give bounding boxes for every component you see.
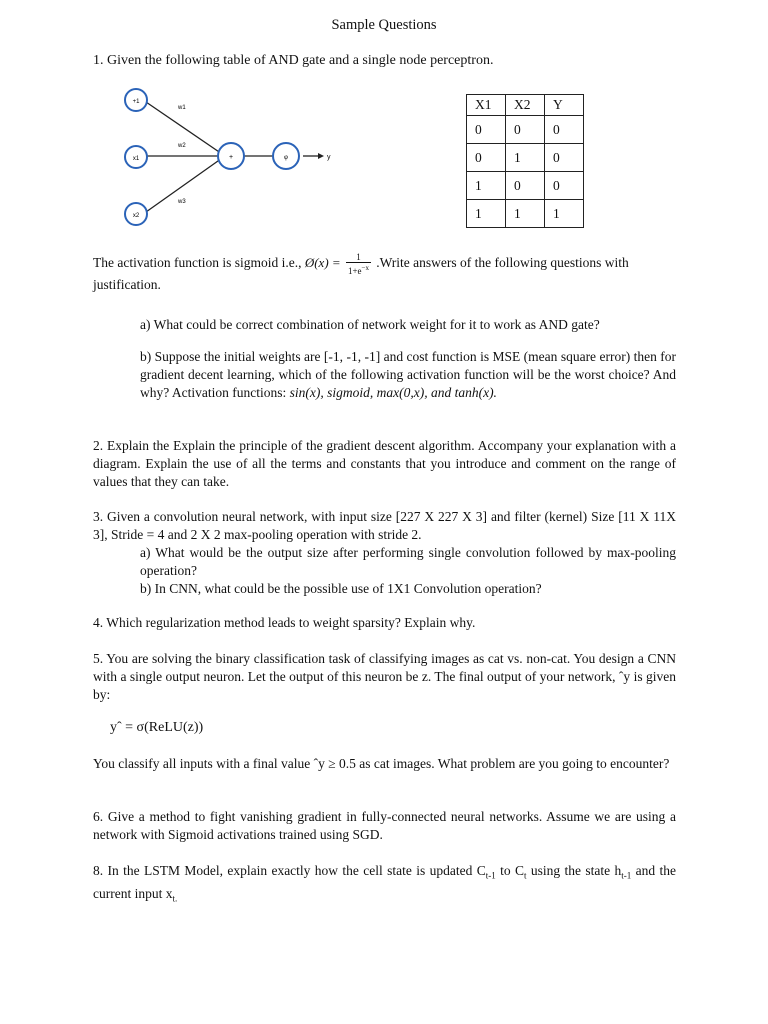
activation-function-text: [93, 252, 683, 293]
activation-node-label: φ: [284, 155, 288, 161]
question-5-followup: You classify all inputs with a final value ˆy ≥ 0.5 as cat images. What problem are you going to encounter?: [93, 756, 670, 771]
weight-w2-label: w2: [178, 143, 186, 149]
table-cell: 1: [467, 172, 506, 200]
question-5-text: 5. You are solving the binary classification task of classifying images as cat vs. non-cat. You design a CNN with a single output neuron. Let the output of this neuron be z. The final output of your network, ˆy is given by:: [93, 651, 676, 702]
question-1b: [140, 348, 676, 402]
table-cell: 0: [545, 172, 584, 200]
table-cell: 1: [506, 144, 545, 172]
table-cell: 1: [506, 200, 545, 228]
sigmoid-formula: [304, 252, 376, 276]
bias-node-label: +1: [132, 99, 140, 105]
formula-numerator: 1: [346, 252, 371, 263]
question-3a: a) What would be the output size after performing single convolution followed by max-pooling operation?: [140, 545, 676, 578]
q8-mid2: using the state h: [526, 863, 622, 878]
output-arrow: [318, 153, 324, 159]
output-label: y: [327, 154, 331, 161]
q8-mid: to C: [495, 863, 524, 878]
q8-sub-ct: t: [524, 870, 527, 881]
table-cell: 0: [467, 144, 506, 172]
question-1b-functions: sin(x), sigmoid, max(0,x), and tanh(x).: [289, 385, 497, 400]
weight-w3-label: w3: [178, 199, 186, 205]
table-cell: 0: [467, 116, 506, 144]
formula-denominator: [346, 263, 371, 276]
table-cell: 1: [467, 200, 506, 228]
question-5-formula: yˆ = σ(ReLU(z)): [110, 720, 204, 735]
page-title: Sample Questions: [331, 17, 437, 33]
weight-w1-label: w1: [178, 105, 186, 111]
question-4-text: 4. Which regularization method leads to weight sparsity? Explain why.: [93, 615, 476, 630]
table-cell: 0: [545, 144, 584, 172]
table-header: X1: [467, 95, 506, 116]
table-header-row: [467, 95, 584, 116]
q8-sub-ct1: t-1: [485, 870, 496, 881]
perceptron-diagram: [118, 82, 338, 232]
table-header: Y: [545, 95, 584, 116]
table-row: [467, 144, 584, 172]
q8-sub-xt: t.: [172, 893, 178, 904]
question-2-text: 2. Explain the Explain the principle of the gradient descent algorithm. Accompany your explanation with a diagram. Explain the use of all the terms and constants that you introduce and comment on the range of values that they can take.: [93, 438, 676, 489]
formula-den-base: 1+e: [347, 266, 362, 276]
table-cell: 1: [545, 200, 584, 228]
q8-post: and the current input x: [93, 863, 676, 901]
activation-post: .Write answers of the following questions with justification.: [93, 254, 629, 292]
formula-lhs: Ø(x) =: [304, 254, 341, 270]
question-1b-text: b) Suppose the initial weights are [-1, -1, -1] and cost function is MSE (mean square error) then for gradient decent learning, which of the following activation function will be the worst choice? And why? Activation functions:: [140, 349, 676, 400]
activation-pre: The activation function is sigmoid i.e.,: [93, 254, 305, 270]
table-cell: 0: [545, 116, 584, 144]
x2-node-label: x2: [132, 213, 140, 219]
question-3b: b) In CNN, what could be the possible use of 1X1 Convolution operation?: [140, 581, 542, 596]
x1-node-label: x1: [132, 156, 140, 162]
and-gate-table: [466, 94, 584, 228]
table-cell: 0: [506, 172, 545, 200]
question-3-text: 3. Given a convolution neural network, with input size [227 X 227 X 3] and filter (kernel) Size [11 X 11X 3], Stride = 4 and 2 X 2 max-pooling operation with stride 2.: [93, 509, 676, 542]
question-6-text: 6. Give a method to fight vanishing gradient in fully-connected neural networks. Assume we are using a network with Sigmoid activations trained using SGD.: [93, 809, 676, 842]
table-cell: 0: [506, 116, 545, 144]
formula-den-exp: −x: [361, 264, 369, 272]
formula-fraction: [346, 252, 371, 276]
question-1-text: 1. Given the following table of AND gate and a single node perceptron.: [93, 53, 494, 68]
sum-node-label: +: [228, 154, 234, 161]
question-1a: a) What could be correct combination of network weight for it to work as AND gate?: [140, 317, 600, 332]
question-8-text: [93, 862, 676, 907]
q8-sub-ht1: t-1: [621, 870, 632, 881]
table-header: X2: [506, 95, 545, 116]
table-row: [467, 116, 584, 144]
table-row: [467, 172, 584, 200]
table-row: [467, 200, 584, 228]
q8-pre: 8. In the LSTM Model, explain exactly how the cell state is updated C: [93, 863, 486, 878]
